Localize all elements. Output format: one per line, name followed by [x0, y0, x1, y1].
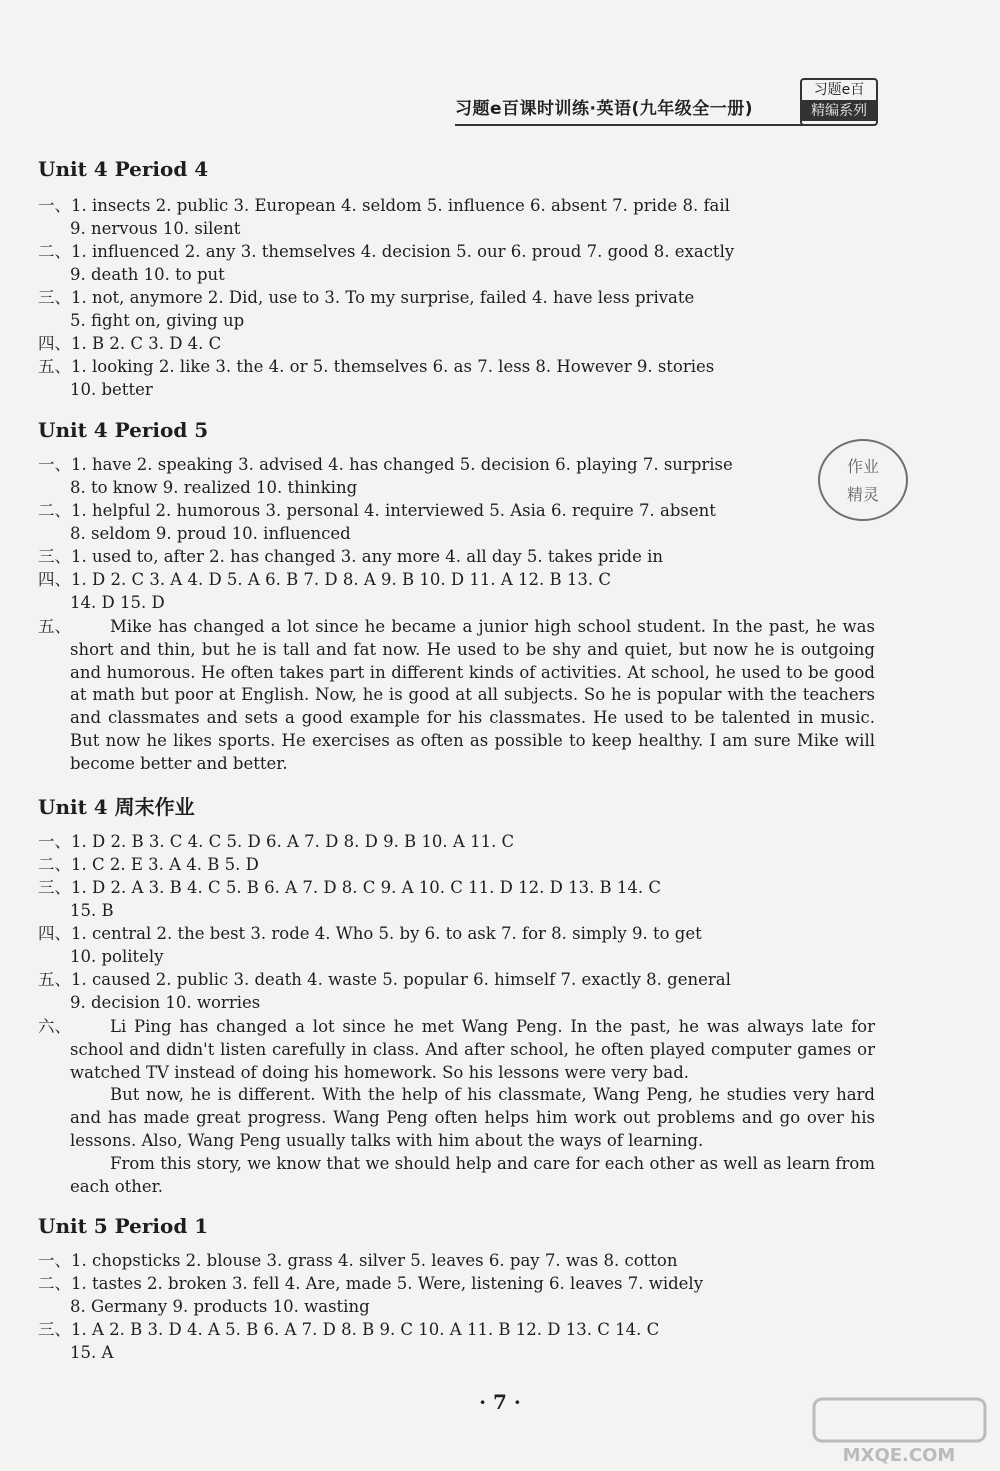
- answer-line: 9. decision 10. worries: [70, 993, 261, 1012]
- answer-line: 一、1. have 2. speaking 3. advised 4. has changed 5. decision 6. playing 7. surprise: [38, 455, 733, 474]
- answer-line: 五、1. caused 2. public 3. death 4. waste 5. popular 6. himself 7. exactly 8. general: [38, 970, 731, 989]
- watermark-logo-icon: [812, 1395, 987, 1467]
- essay-label: 五、: [38, 617, 71, 636]
- answer-line: 四、1. D 2. C 3. A 4. D 5. A 6. B 7. D 8. A 9. B 10. D 11. A 12. B 13. C: [38, 570, 611, 589]
- essay-paragraph: But now, he is different. With the help of his classmate, Wang Peng, he studies very hard and has made great progress. Wang Peng often helps him work out problems and go over his lessons. Also, Wang Peng usually talks with him about the ways of learning.: [70, 1085, 875, 1150]
- answer-line: 一、1. chopsticks 2. blouse 3. grass 4. silver 5. leaves 6. pay 7. was 8. cotton: [38, 1251, 678, 1270]
- series-badge: [800, 78, 878, 126]
- answer-line: 三、1. not, anymore 2. Did, use to 3. To my surprise, failed 4. have less private: [38, 288, 695, 307]
- answer-line: 三、1. used to, after 2. has changed 3. any more 4. all day 5. takes pride in: [38, 547, 664, 566]
- answer-line: 9. death 10. to put: [70, 265, 225, 284]
- answer-line: 二、1. influenced 2. any 3. themselves 4. decision 5. our 6. proud 7. good 8. exactly: [38, 242, 735, 261]
- svg-text:MXQE.COM: MXQE.COM: [842, 1445, 956, 1466]
- stamp-seal-icon: [815, 432, 911, 528]
- answer-line: 二、1. helpful 2. humorous 3. personal 4. interviewed 5. Asia 6. require 7. absent: [38, 501, 716, 520]
- section-title: Unit 4 Period 5: [38, 418, 209, 442]
- answer-line: 二、1. tastes 2. broken 3. fell 4. Are, made 5. Were, listening 6. leaves 7. widely: [38, 1274, 704, 1293]
- answer-line: 五、1. looking 2. like 3. the 4. or 5. themselves 6. as 7. less 8. However 9. stories: [38, 357, 715, 376]
- answer-line: 一、1. D 2. B 3. C 4. C 5. D 6. A 7. D 8. D 9. B 10. A 11. C: [38, 832, 515, 851]
- section-title: Unit 5 Period 1: [38, 1214, 209, 1238]
- answer-line: 5. fight on, giving up: [70, 311, 245, 330]
- answer-line: 一、1. insects 2. public 3. European 4. seldom 5. influence 6. absent 7. pride 8. fail: [38, 196, 730, 215]
- badge-top: 习题e百: [802, 80, 876, 101]
- answer-line: 8. to know 9. realized 10. thinking: [70, 478, 358, 497]
- answer-line: 15. B: [70, 901, 114, 920]
- answer-line: 8. seldom 9. proud 10. influenced: [70, 524, 351, 543]
- svg-text:精灵: 精灵: [846, 485, 880, 504]
- section-title: Unit 4 周末作业: [38, 795, 195, 819]
- answer-line: 8. Germany 9. products 10. wasting: [70, 1297, 370, 1316]
- answer-line: 14. D 15. D: [70, 593, 165, 612]
- answer-line: 四、1. B 2. C 3. D 4. C: [38, 334, 222, 353]
- section-unit4-period4: [38, 154, 888, 401]
- svg-text:作业: 作业: [846, 457, 880, 476]
- badge-bottom: 精编系列: [802, 101, 876, 121]
- answer-line: 二、1. C 2. E 3. A 4. B 5. D: [38, 855, 259, 874]
- answer-line: 三、1. D 2. A 3. B 4. C 5. B 6. A 7. D 8. C 9. A 10. C 11. D 12. D 13. B 14. C: [38, 878, 662, 897]
- header-title: 习题e百课时训练·英语(九年级全一册): [455, 99, 754, 119]
- essay-paragraph: Mike has changed a lot since he became a junior high school student. In the past, he was short and thin, but he is tall and fat now. He used to be shy and quiet, but now he is outgoing and humorous. He often takes part in different kinds of activities. At school, he used to be good at math but poor at English. Now, he is good at all subjects. So he is popular with the teachers and classmates and sets a good example for his classmates. He used to be talented in music. But now he likes sports. He exercises as often as possible to keep healthy. I am sure Mike will become better and better.: [70, 617, 875, 773]
- answer-line: 四、1. central 2. the best 3. rode 4. Who 5. by 6. to ask 7. for 8. simply 9. to get: [38, 924, 702, 943]
- section-title: Unit 4 Period 4: [38, 157, 209, 181]
- essay-paragraph: Li Ping has changed a lot since he met Wang Peng. In the past, he was always late for school and didn't listen carefully in class. And after school, he often played computer games or watched TV instead of doing his homework. So his lessons were very bad.: [70, 1017, 875, 1082]
- section-unit5-period1: [38, 1211, 888, 1364]
- page-number: · 7 ·: [479, 1390, 521, 1414]
- answer-line: 10. politely: [70, 947, 164, 966]
- answer-line: 15. A: [70, 1343, 114, 1362]
- answer-line: 9. nervous 10. silent: [70, 219, 241, 238]
- essay-label: 六、: [38, 1017, 71, 1036]
- answer-line: 10. better: [70, 380, 153, 399]
- section-unit4-period5: [38, 415, 888, 776]
- essay-paragraph: From this story, we know that we should help and care for each other as well as learn from each other.: [70, 1153, 875, 1196]
- section-unit4-weekend: [38, 792, 888, 1198]
- answer-line: 三、1. A 2. B 3. D 4. A 5. B 6. A 7. D 8. B 9. C 10. A 11. B 12. D 13. C 14. C: [38, 1320, 660, 1339]
